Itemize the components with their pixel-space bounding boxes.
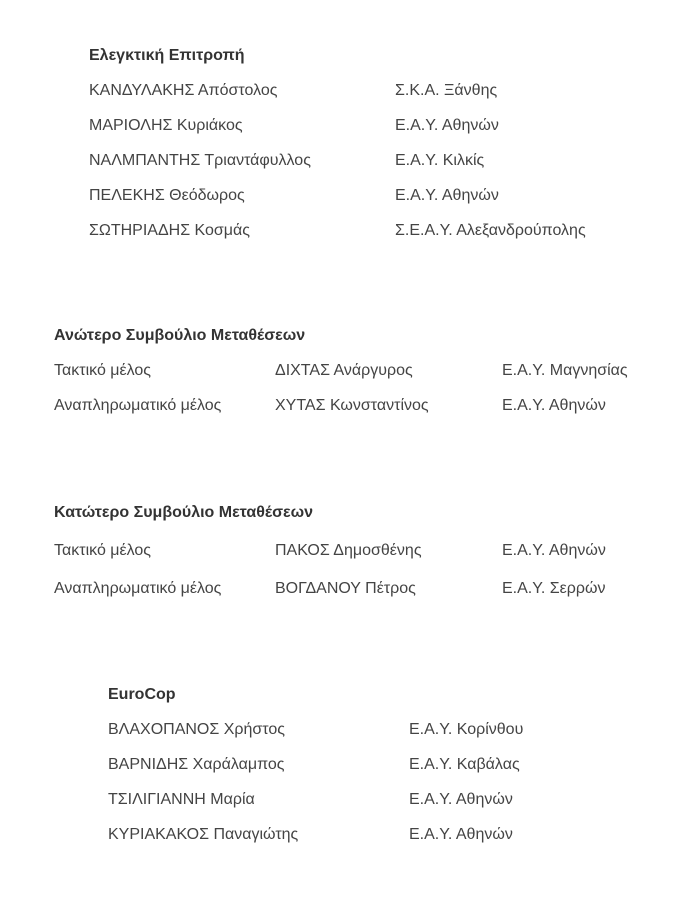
- member-org: Ε.Α.Υ. Αθηνών: [395, 187, 499, 204]
- member-name: ΚΥΡΙΑΚΑΚΟΣ Παναγιώτης: [108, 826, 299, 843]
- list-item: [0, 362, 676, 384]
- member-role: Τακτικό μέλος: [54, 362, 152, 379]
- member-org: Ε.Α.Υ. Αθηνών: [409, 826, 513, 843]
- member-name: ΔΙΧΤΑΣ Ανάργυρος: [275, 362, 413, 379]
- list-item: [0, 152, 676, 174]
- member-org: Ε.Α.Υ. Καβάλας: [409, 756, 520, 773]
- member-org: Ε.Α.Υ. Αθηνών: [502, 397, 606, 414]
- list-item: [0, 117, 676, 139]
- member-org: Σ.Ε.Α.Υ. Αλεξανδρούπολης: [395, 222, 586, 239]
- list-item: [0, 791, 676, 813]
- member-org: Ε.Α.Υ. Σερρών: [502, 580, 606, 597]
- eurocop-heading: EuroCop: [108, 686, 176, 703]
- list-item: [0, 187, 676, 209]
- list-item: [0, 82, 676, 104]
- member-org: Ε.Α.Υ. Κιλκίς: [395, 152, 485, 169]
- member-org: Ε.Α.Υ. Κορίνθου: [409, 721, 524, 738]
- list-item: [0, 542, 676, 564]
- list-item: [0, 721, 676, 743]
- member-org: Ε.Α.Υ. Μαγνησίας: [502, 362, 628, 379]
- member-role: Αναπληρωματικό μέλος: [54, 397, 222, 414]
- list-item: [0, 580, 676, 602]
- member-name: ΣΩΤΗΡΙΑΔΗΣ Κοσμάς: [89, 222, 250, 239]
- member-name: ΒΛΑΧΟΠΑΝΟΣ Χρήστος: [108, 721, 285, 738]
- member-role: Τακτικό μέλος: [54, 542, 152, 559]
- member-role: Αναπληρωματικό μέλος: [54, 580, 222, 597]
- list-item: [0, 756, 676, 778]
- list-item: [0, 826, 676, 848]
- member-name: ΤΣΙΛΙΓΙΑΝΝΗ Μαρία: [108, 791, 255, 808]
- member-name: ΚΑΝΔΥΛΑΚΗΣ Απόστολος: [89, 82, 278, 99]
- list-item: [0, 222, 676, 244]
- audit-committee-heading: Ελεγκτική Επιτροπή: [89, 47, 245, 64]
- member-org: Σ.Κ.Α. Ξάνθης: [395, 82, 498, 99]
- member-org: Ε.Α.Υ. Αθηνών: [409, 791, 513, 808]
- member-org: Ε.Α.Υ. Αθηνών: [395, 117, 499, 134]
- list-item: [0, 397, 676, 419]
- member-name: ΧΥΤΑΣ Κωνσταντίνος: [275, 397, 429, 414]
- member-org: Ε.Α.Υ. Αθηνών: [502, 542, 606, 559]
- lower-transfer-council-heading: Κατώτερο Συμβούλιο Μεταθέσεων: [54, 504, 314, 521]
- member-name: ΝΑΛΜΠΑΝΤΗΣ Τριαντάφυλλος: [89, 152, 311, 169]
- upper-transfer-council-heading: Ανώτερο Συμβούλιο Μεταθέσεων: [54, 327, 306, 344]
- member-name: ΜΑΡΙΟΛΗΣ Κυριάκος: [89, 117, 243, 134]
- member-name: ΠΕΛΕΚΗΣ Θεόδωρος: [89, 187, 245, 204]
- member-name: ΠΑΚΟΣ Δημοσθένης: [275, 542, 422, 559]
- member-name: ΒΟΓΔΑΝΟΥ Πέτρος: [275, 580, 416, 597]
- member-name: ΒΑΡΝΙΔΗΣ Χαράλαμπος: [108, 756, 285, 773]
